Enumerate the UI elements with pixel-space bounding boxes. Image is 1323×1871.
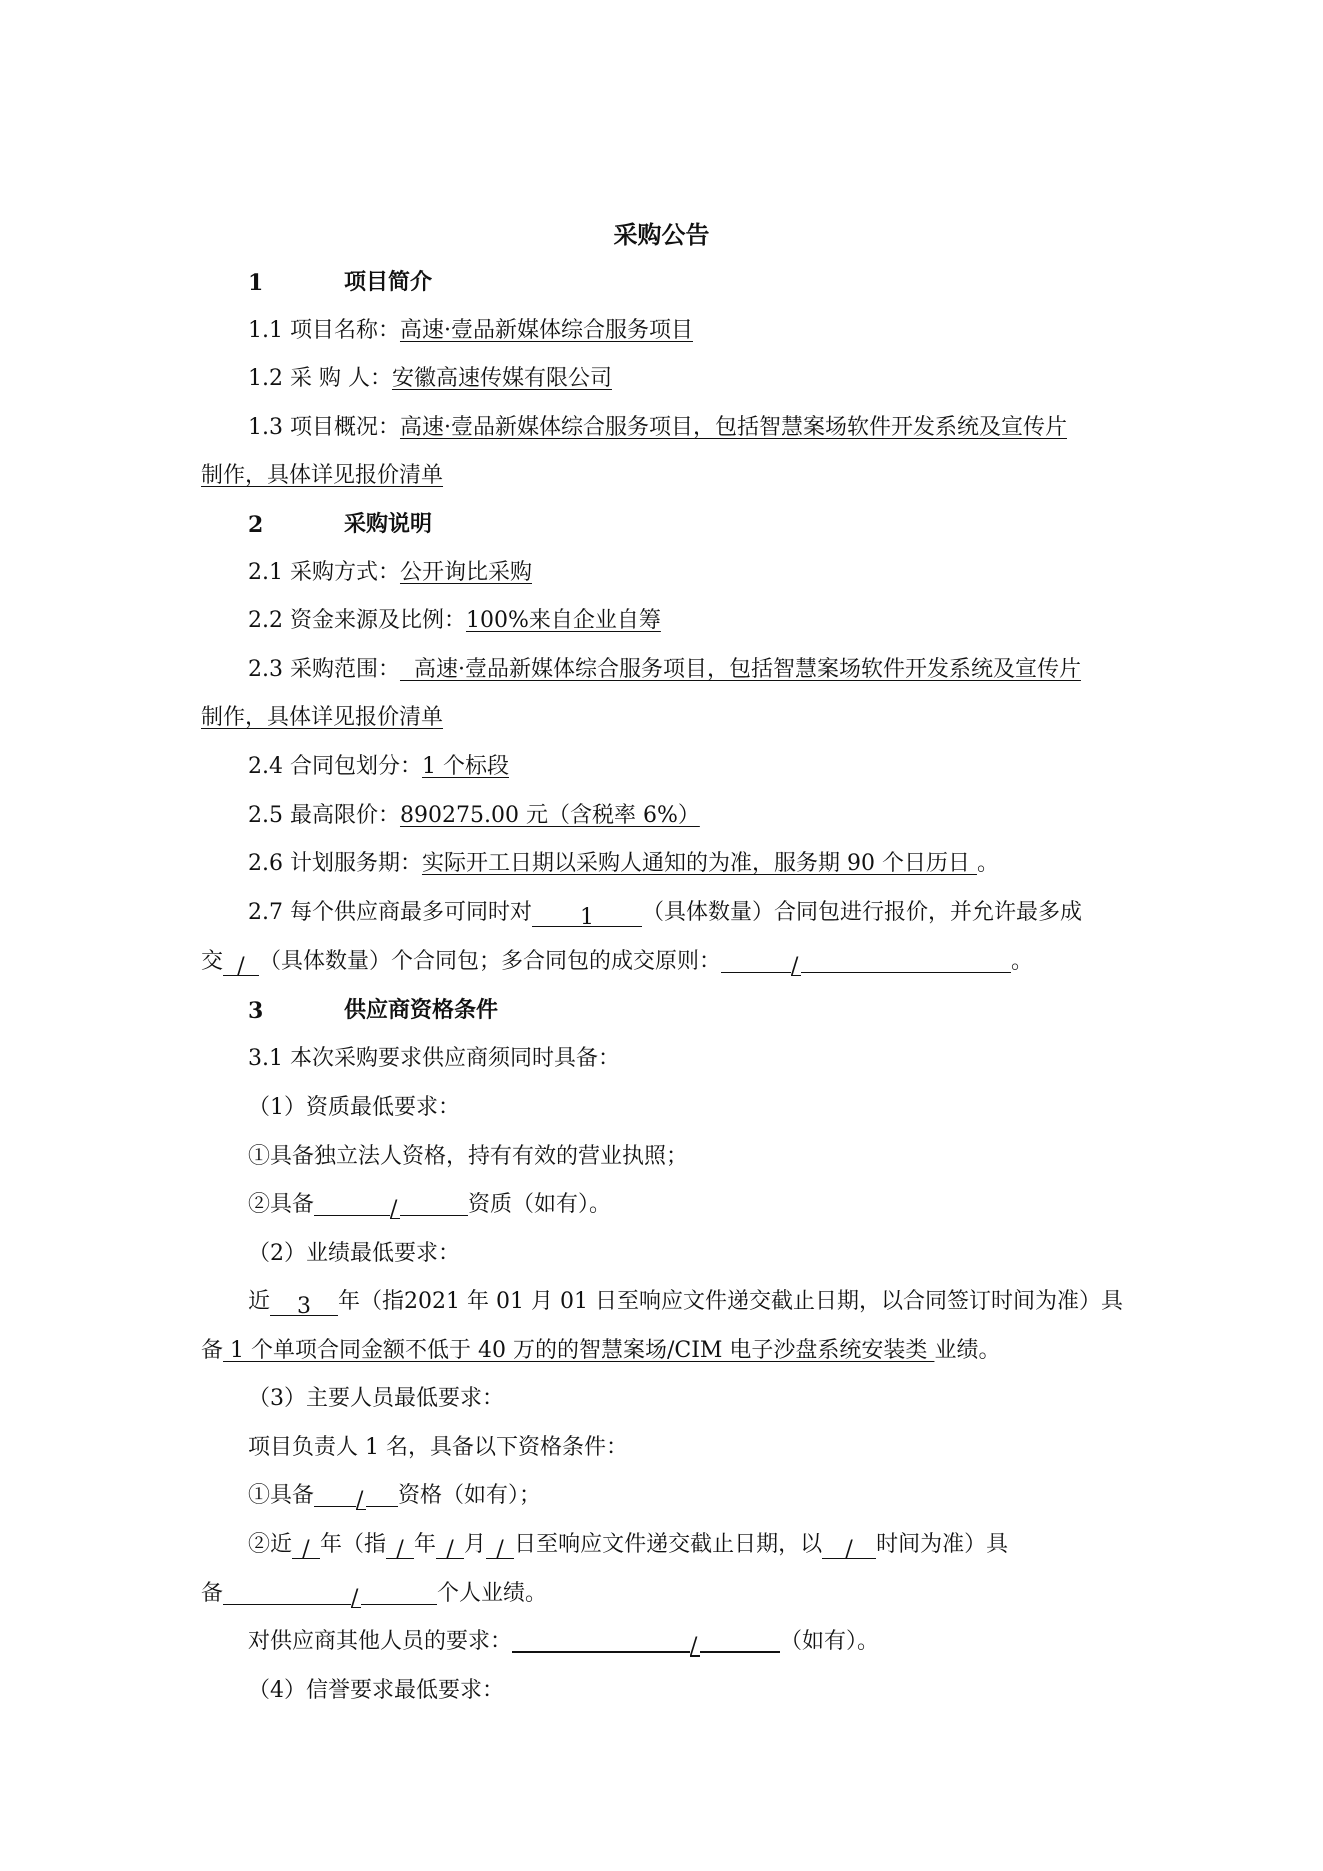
item-text: 年 (414, 1532, 437, 1557)
punctuation: 。 (1011, 949, 1034, 974)
blank-line (801, 948, 1011, 973)
blank-line (314, 1482, 356, 1507)
field-label: 2.3 采购范围： (248, 657, 400, 682)
blank-line (366, 1482, 398, 1507)
blank-line (700, 1627, 780, 1653)
item-1-3-continued (0, 460, 1323, 492)
item-3-1: 3.1 本次采购要求供应商须同时具备： (248, 1046, 620, 1071)
item-text: 年（指2021 年 01 月 01 日至响应文件递交截止日期，以合同签订时间为准）具 (338, 1289, 1123, 1314)
max-price-value: 890275.00 元（含税率 6%） (399, 803, 700, 828)
slash: / (791, 951, 801, 976)
purchaser-value: 安徽高速传媒有限公司 (391, 366, 612, 391)
item-text: 年（指 (320, 1532, 387, 1557)
project-name-value: 高速·壹品新媒体综合服务项目 (399, 318, 693, 343)
subheading-personnel: （3）主要人员最低要求： (248, 1386, 504, 1411)
procurement-method-value: 公开询比采购 (399, 560, 532, 585)
section-title: 采购说明 (344, 512, 433, 537)
item-text: 交 (201, 949, 224, 974)
item-text: ①具备 (248, 1483, 315, 1508)
item-text: （具体数量）个合同包；多合同包的成交原则： (259, 949, 722, 974)
item-text: 时间为准）具 (876, 1532, 1009, 1557)
blank-line (400, 1191, 468, 1216)
section-number: 1 (248, 270, 264, 296)
item-text: 资格（如有）； (398, 1483, 542, 1508)
lot-division-value: 1 个标段 (421, 754, 509, 779)
page-title: 采购公告 (613, 221, 710, 249)
personnel-item: 项目负责人 1 名，具备以下资格条件： (248, 1435, 628, 1460)
item-2-5 (0, 800, 1323, 832)
personnel-item-1 (0, 1480, 1323, 1512)
item-2-3 (0, 654, 1323, 686)
scope-value: 高速·壹品新媒体综合服务项目，包括智慧案场软件开发系统及宣传片 (399, 657, 1081, 682)
slash: / (436, 1534, 464, 1559)
field-label: 2.4 合同包划分： (248, 754, 422, 779)
performance-item-continued (0, 1335, 1323, 1367)
blank-line (721, 948, 791, 973)
item-text: 日至响应文件递交截止日期，以 (514, 1532, 823, 1557)
funding-value: 100%来自企业自筹 (465, 608, 661, 633)
item-1-2 (0, 363, 1323, 395)
slash: / (822, 1534, 876, 1559)
overview-value: 高速·壹品新媒体综合服务项目，包括智慧案场软件开发系统及宣传片 (399, 415, 1067, 440)
years-value: 3 (270, 1291, 338, 1316)
item-1-3 (0, 412, 1323, 444)
blank-line (512, 1627, 690, 1653)
item-2-1 (0, 557, 1323, 589)
slash: / (386, 1534, 414, 1559)
field-label: 2.5 最高限价： (248, 803, 400, 828)
other-personnel-item (0, 1626, 1323, 1658)
overview-value-continued: 制作，具体详见报价清单 (201, 463, 444, 488)
service-period-value: 实际开工日期以采购人通知的为准，服务期 90 个日历日 (421, 851, 977, 876)
blank-line (223, 1580, 351, 1605)
item-2-7 (0, 897, 1323, 929)
item-2-7-continued (0, 946, 1323, 978)
slash: / (390, 1194, 400, 1219)
section-1-heading (0, 267, 1323, 299)
field-label: 1.1 项目名称： (248, 318, 400, 343)
personnel-item-2 (0, 1529, 1323, 1561)
section-title: 供应商资格条件 (344, 998, 499, 1023)
field-label: 2.2 资金来源及比例： (248, 608, 466, 633)
field-label: 2.6 计划服务期： (248, 851, 422, 876)
section-title: 项目简介 (344, 270, 433, 295)
item-2-3-continued (0, 702, 1323, 734)
subheading-credit: （4）信誉要求最低要求： (248, 1678, 504, 1703)
punctuation: 。 (976, 851, 999, 876)
item-text: （如有）。 (780, 1629, 880, 1654)
item-text: 对供应商其他人员的要求： (248, 1629, 513, 1654)
item-text: 2.7 每个供应商最多可同时对 (248, 900, 532, 925)
slash: / (690, 1631, 700, 1657)
slash: / (351, 1583, 361, 1608)
item-text: ②具备 (248, 1192, 315, 1217)
field-label: 1.2 采 购 人： (248, 366, 392, 391)
item-text: 资质（如有）。 (468, 1192, 612, 1217)
item-text: 备 (201, 1581, 224, 1606)
slash: / (356, 1485, 366, 1510)
section-3-heading (0, 995, 1323, 1027)
subheading-performance: （2）业绩最低要求： (248, 1241, 460, 1266)
item-text: （具体数量）合同包进行报价，并允许最多成 (641, 900, 1082, 925)
item-2-6 (0, 848, 1323, 880)
qualification-item-2 (0, 1189, 1323, 1221)
item-text: ②近 (248, 1532, 293, 1557)
qualification-item-1: ①具备独立法人资格，持有有效的营业执照； (248, 1144, 689, 1169)
award-lots-value: / (223, 951, 259, 976)
slash: / (486, 1534, 514, 1559)
blank-line (361, 1580, 437, 1605)
field-label: 2.1 采购方式： (248, 560, 400, 585)
item-1-1 (0, 315, 1323, 347)
quote-lots-value: 1 (532, 902, 642, 927)
section-number: 3 (248, 998, 264, 1024)
subheading-qualification: （1）资质最低要求： (248, 1095, 460, 1120)
performance-item (0, 1286, 1323, 1318)
item-text: 个人业绩。 (437, 1581, 548, 1606)
section-number: 2 (248, 512, 264, 538)
section-2-heading (0, 509, 1323, 541)
personnel-item-2-continued (0, 1578, 1323, 1610)
field-label: 1.3 项目概况： (248, 415, 400, 440)
item-2-2 (0, 605, 1323, 637)
item-text: 业绩。 (934, 1338, 1001, 1363)
performance-requirement-value: 1 个单项合同金额不低于 40 万的的智慧案场/CIM 电子沙盘系统安装类 (223, 1338, 935, 1363)
slash: / (292, 1534, 320, 1559)
scope-value-continued: 制作，具体详见报价清单 (201, 705, 444, 730)
item-text: 近 (248, 1289, 271, 1314)
item-text: 月 (464, 1532, 487, 1557)
item-2-4 (0, 751, 1323, 783)
item-text: 备 (201, 1338, 224, 1363)
blank-line (314, 1191, 390, 1216)
